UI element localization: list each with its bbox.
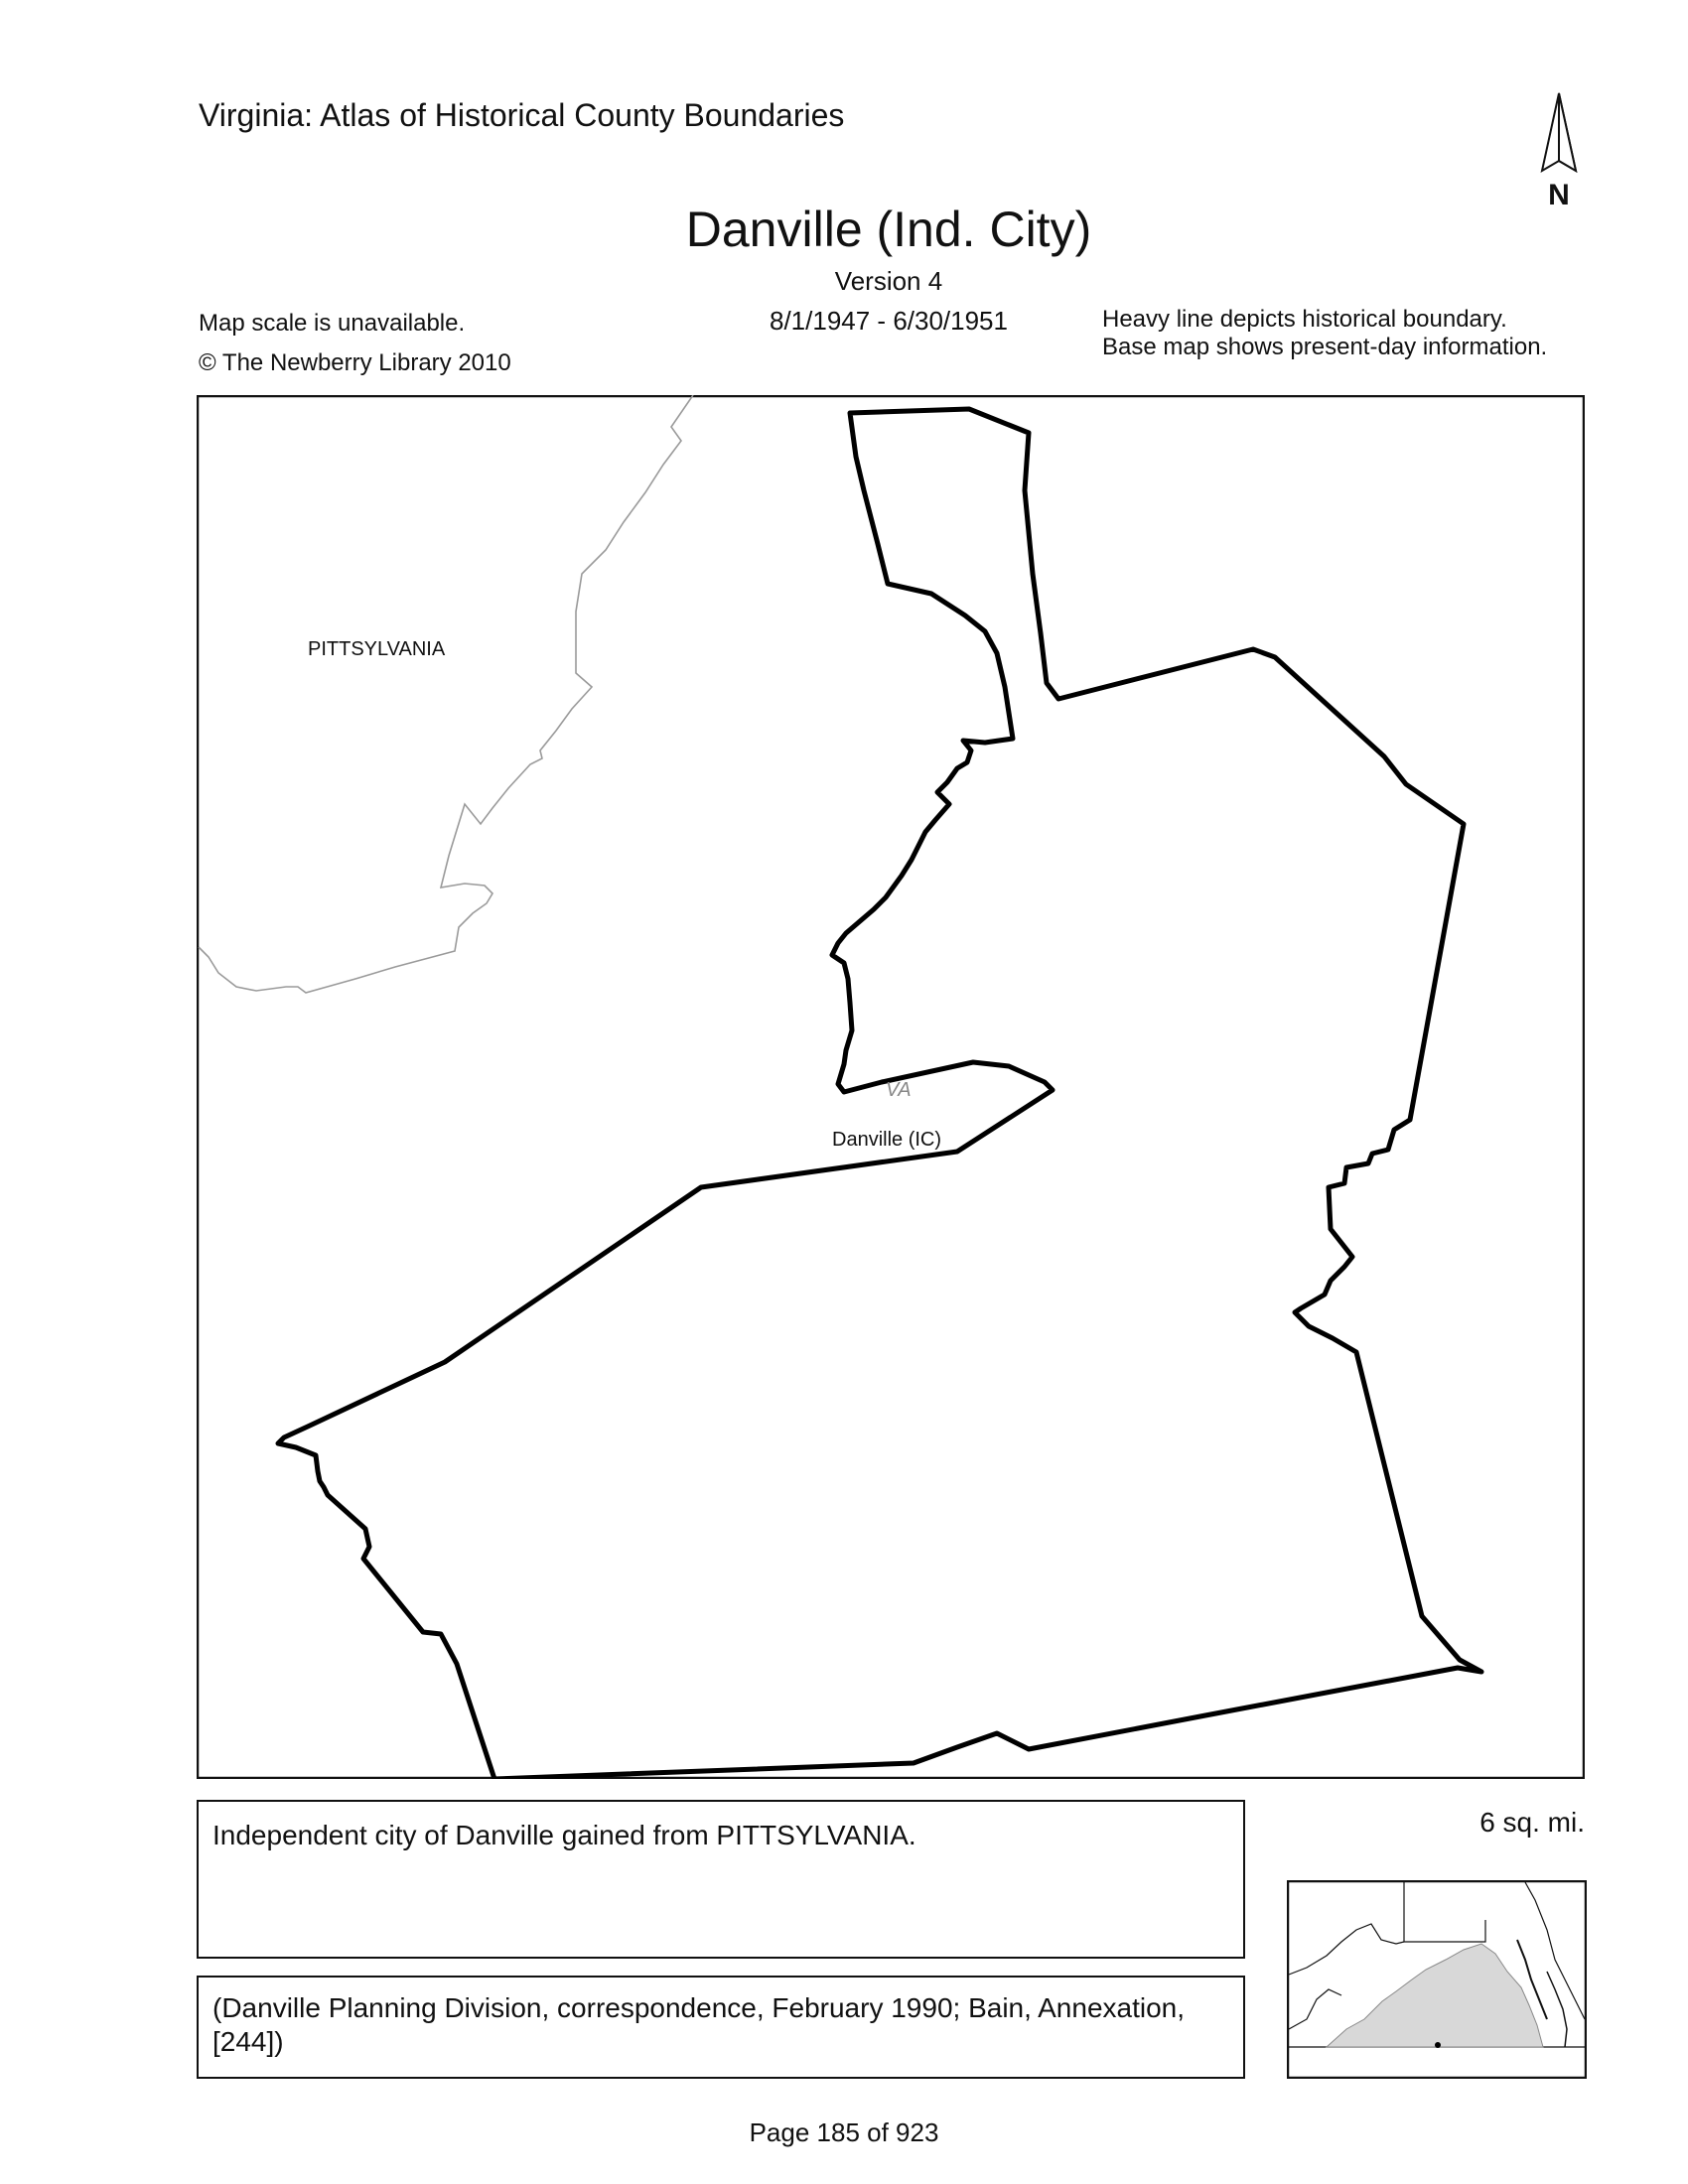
change-description: Independent city of Danville gained from PITTSYLVANIA.	[212, 1820, 916, 1850]
inset-danville-marker	[1435, 2042, 1441, 2048]
north-arrow-half	[1559, 93, 1576, 171]
source-citation: (Danville Planning Division, correspondence, February 1990; Bain, Annexation, [244])	[212, 1992, 1186, 2057]
legend-line-2: Base map shows present-day information.	[1102, 334, 1548, 360]
atlas-title: Virginia: Atlas of Historical County Boundaries	[199, 97, 845, 133]
main-map	[197, 395, 1585, 1779]
legend-note	[1102, 306, 1547, 361]
change-description-box	[197, 1800, 1245, 1959]
area-label: 6 sq. mi.	[1479, 1807, 1585, 1838]
county-label-pittsylvania: PITTSYLVANIA	[308, 638, 446, 660]
map-title: Danville (Ind. City)	[685, 202, 1092, 257]
city-label-danville: Danville (IC)	[832, 1129, 942, 1151]
version-label: Version 4	[834, 266, 943, 296]
north-label: N	[1548, 179, 1570, 211]
date-range: 8/1/1947 - 6/30/1951	[770, 306, 1008, 336]
scale-note: Map scale is unavailable.	[199, 310, 466, 337]
page-number: Page 185 of 923	[749, 2117, 939, 2147]
virginia-locator-inset	[1287, 1880, 1587, 2079]
source-box	[197, 1976, 1245, 2079]
legend-line-1: Heavy line depicts historical boundary.	[1102, 306, 1507, 333]
state-label-va: VA	[886, 1079, 912, 1101]
copyright: © The Newberry Library 2010	[199, 349, 511, 376]
